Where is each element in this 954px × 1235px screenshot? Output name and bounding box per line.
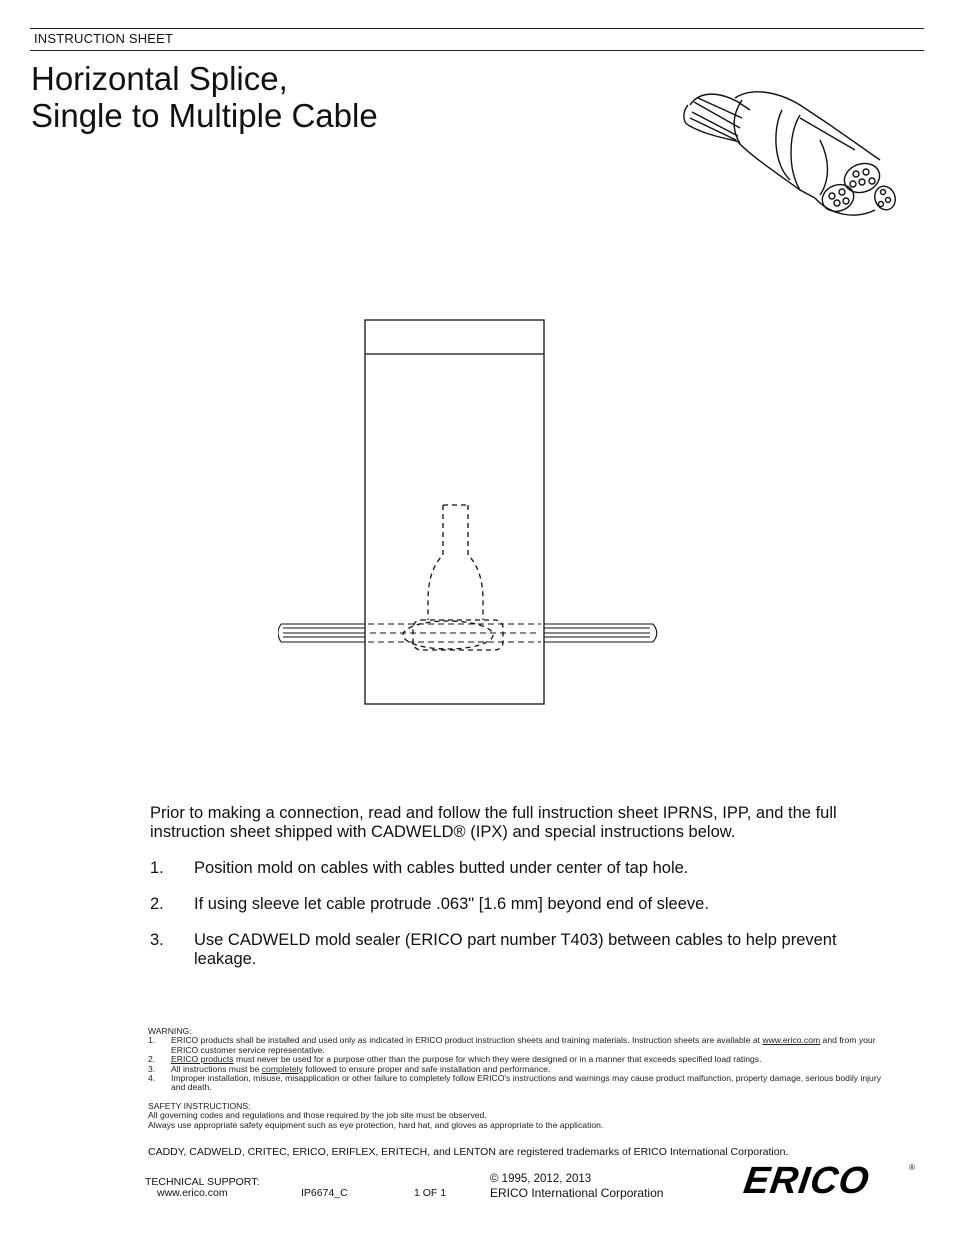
warning-text: All instructions must be: [171, 1063, 262, 1074]
top-rule: [30, 28, 924, 29]
support-url[interactable]: www.erico.com: [157, 1187, 228, 1199]
step-text: Use CADWELD mold sealer (ERICO part number T403) between cables to help prevent leakage.: [194, 931, 837, 968]
registered-mark: ®: [909, 1163, 915, 1172]
safety-block: [148, 1102, 888, 1130]
erico-link[interactable]: www.erico.com: [762, 1035, 821, 1046]
warning-text: ERICO products shall be installed and used only as indicated in ERICO product instruction sheets and training materials. Instruction sheets are available at: [171, 1035, 763, 1046]
step-number: 3.: [150, 931, 164, 949]
copyright: © 1995, 2012, 2013: [490, 1173, 592, 1185]
warning-item-4: [148, 1074, 888, 1093]
step-text: If using sleeve let cable protrude .063" [1.6 mm] beyond end of sleeve.: [194, 895, 709, 913]
title-line-1: Horizontal Splice,: [31, 60, 288, 97]
warning-number: 4.: [148, 1073, 156, 1084]
title-line-2: Single to Multiple Cable: [31, 97, 378, 134]
warning-number: 1.: [148, 1035, 156, 1046]
warning-text: Improper installation, misuse, misapplication or other failure to completely follow ERICO's instructions and warnings may cause product malfunction, property damage, serious bodily injury and death.: [171, 1073, 881, 1093]
warning-text: and from your ERICO customer service representative.: [171, 1035, 876, 1055]
safety-line-2: Always use appropriate safety equipment such as eye protection, hard hat, and gloves as appropriate to the application.: [148, 1119, 604, 1130]
safety-line-1: All governing codes and regulations and those required by the job site must be observed.: [148, 1110, 487, 1121]
step-number: 1.: [150, 859, 164, 877]
page-title: [31, 60, 378, 134]
mold-diagram: [278, 315, 663, 730]
warning-heading: WARNING:: [148, 1026, 192, 1036]
erico-logo: ERICO: [741, 1160, 873, 1202]
support-label: TECHNICAL SUPPORT:: [145, 1176, 260, 1188]
trademark-notice: CADDY, CADWELD, CRITEC, ERICO, ERIFLEX, ERITECH, and LENTON are registered trademarks of ERICO International Corporation.: [148, 1146, 789, 1158]
warning-text: followed to ensure proper and safe installation and performance.: [302, 1063, 551, 1074]
splice-illustration: [680, 80, 905, 225]
document-id: IP6674_C: [301, 1187, 348, 1199]
warning-underlined: completely: [261, 1063, 303, 1074]
warning-item-1: [148, 1036, 888, 1055]
warning-number: 2.: [148, 1054, 156, 1065]
step-text: Position mold on cables with cables butted under center of tap hole.: [194, 859, 689, 877]
warning-text: must never be used for a purpose other than the purpose for which they were designed or in a manner that exceeds specified load ratings.: [233, 1054, 762, 1065]
intro-paragraph: Prior to making a connection, read and follow the full instruction sheet IPRNS, IPP, and the full instruction sheet shipped with CADWELD® (IPX) and special instructions below.: [150, 804, 837, 841]
company-name: ERICO International Corporation: [490, 1186, 664, 1200]
step-number: 2.: [150, 895, 164, 913]
warning-underlined: ERICO products: [171, 1054, 234, 1065]
warning-number: 3.: [148, 1063, 156, 1074]
safety-heading: SAFETY INSTRUCTIONS:: [148, 1101, 251, 1111]
warning-block: [148, 1027, 888, 1093]
header-rule: [30, 50, 924, 51]
page-number: 1 OF 1: [414, 1187, 447, 1199]
header-label: INSTRUCTION SHEET: [34, 31, 174, 46]
